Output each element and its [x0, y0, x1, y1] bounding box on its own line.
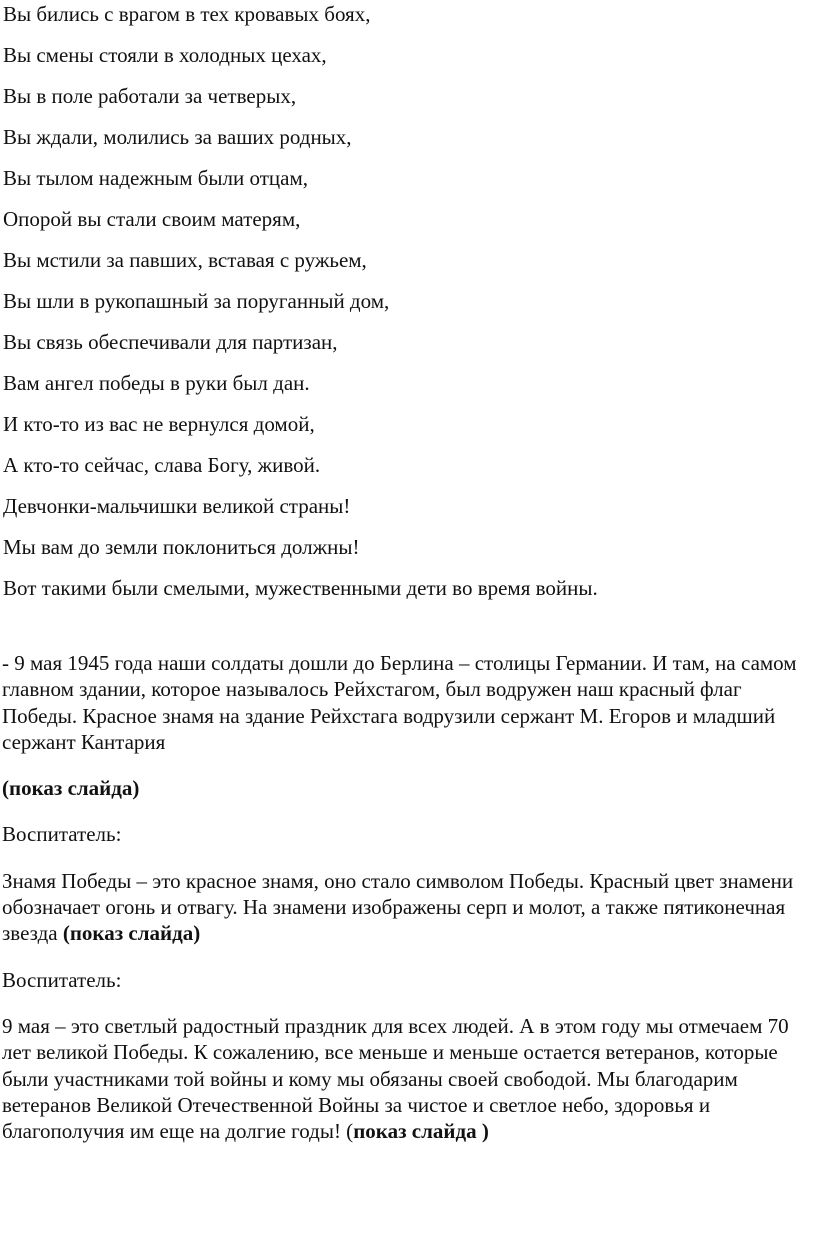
poem-line: Девчонки-мальчишки великой страны! [3, 494, 351, 518]
poem-line: Вы в поле работали за четверых, [3, 84, 297, 108]
teacher-label: Воспитатель: [2, 822, 122, 847]
banner-text: Знамя Победы – это красное знамя, оно стало символом Победы. Красный цвет знамени обозначает огонь и отвагу. На знамени изображены серп и молот, а также пятиконечная звезда [2, 868, 794, 946]
poem-line: Вы тылом надежным были отцам, [3, 166, 308, 190]
poem-line: Вы смены стояли в холодных цехах, [3, 43, 327, 67]
berlin-paragraph: - 9 мая 1945 года наши солдаты дошли до Берлина – столицы Германии. И там, на самом главном здании, которое называлось Рейхстагом, был водружен наш красный флаг Победы. Красное знамя на здание Рейхстага водрузили сержант М. Егоров и младший сержант Кантария [2, 651, 797, 754]
poem-line: Вот такими были смелыми, мужественными дети во время войны. [3, 576, 598, 600]
holiday-text: 9 мая – это светлый радостный праздник для всех людей. А в этом году мы отмечаем 70 лет великой Победы. К сожалению, все меньше и меньше остается ветеранов, которые были участниками той войны и кому мы обязаны своей свободой. Мы благодарим ветеранов Великой Отечественной Войны за чистое и светлое небо, здоровья и благополучия им еще на долгие годы! ( [2, 1013, 789, 1144]
banner-paragraph [2, 868, 810, 947]
poem [3, 2, 803, 617]
prose-section [2, 650, 810, 1164]
poem-line: А кто-то сейчас, слава Богу, живой. [3, 453, 321, 477]
poem-line: Вы шли в рукопашный за поруганный дом, [3, 289, 390, 313]
slide-note: (показ слайда) [62, 921, 201, 946]
poem-line: Вы связь обеспечивали для партизан, [3, 330, 338, 354]
poem-line: Опорой вы стали своим матерям, [3, 207, 301, 231]
slide-note: показ слайда ) [353, 1119, 489, 1144]
poem-line: Вы бились с врагом в тех кровавых боях, [3, 2, 371, 26]
slide-note: (показ слайда) [2, 776, 140, 801]
poem-line: Вы мстили за павших, вставая с ружьем, [3, 248, 367, 272]
holiday-paragraph [2, 1013, 810, 1144]
teacher-label: Воспитатель: [2, 967, 122, 992]
poem-line: И кто-то из вас не вернулся домой, [3, 412, 315, 436]
poem-line: Мы вам до земли поклониться должны! [3, 535, 360, 559]
poem-line: Вам ангел победы в руки был дан. [3, 371, 310, 395]
poem-line: Вы ждали, молились за ваших родных, [3, 125, 352, 149]
